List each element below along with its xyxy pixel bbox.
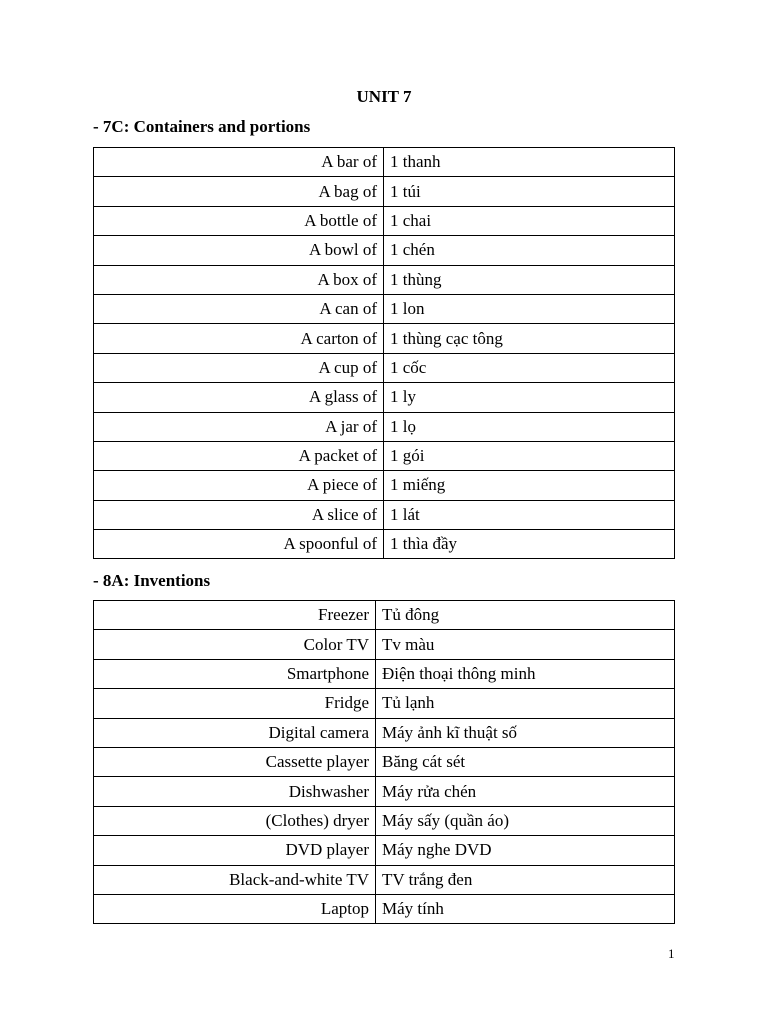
table-row xyxy=(94,324,675,353)
vietnamese-translation-cell: 1 thùng xyxy=(384,265,675,294)
vietnamese-translation-cell: 1 thìa đầy xyxy=(384,530,675,559)
section-heading-inventions: - 8A: Inventions xyxy=(93,571,211,590)
english-term-cell: Dishwasher xyxy=(94,777,376,806)
english-term-cell: (Clothes) dryer xyxy=(94,806,376,835)
english-term-cell: Black-and-white TV xyxy=(94,865,376,894)
table-row xyxy=(94,689,675,718)
vietnamese-translation-cell: 1 lát xyxy=(384,500,675,529)
english-term-cell: A slice of xyxy=(94,500,384,529)
table-row xyxy=(94,718,675,747)
english-term-cell: Cassette player xyxy=(94,747,376,776)
table-row xyxy=(94,806,675,835)
vietnamese-translation-cell: Máy nghe DVD xyxy=(376,836,675,865)
english-term-cell: A piece of xyxy=(94,471,384,500)
table-row xyxy=(94,236,675,265)
vietnamese-translation-cell: 1 chén xyxy=(384,236,675,265)
vietnamese-translation-cell: 1 cốc xyxy=(384,353,675,382)
table-row xyxy=(94,353,675,382)
english-term-cell: Color TV xyxy=(94,630,376,659)
english-term-cell: A box of xyxy=(94,265,384,294)
table-row xyxy=(94,500,675,529)
english-term-cell: Freezer xyxy=(94,601,376,630)
english-term-cell: Fridge xyxy=(94,689,376,718)
vietnamese-translation-cell: Máy tính xyxy=(376,894,675,923)
english-term-cell: A glass of xyxy=(94,383,384,412)
english-term-cell: A bag of xyxy=(94,177,384,206)
english-term-cell: A cup of xyxy=(94,353,384,382)
vietnamese-translation-cell: Tủ lạnh xyxy=(376,689,675,718)
english-term-cell: Smartphone xyxy=(94,659,376,688)
vocab-table-inventions xyxy=(93,600,675,924)
vietnamese-translation-cell: 1 lon xyxy=(384,294,675,323)
vietnamese-translation-cell: Máy ảnh kĩ thuật số xyxy=(376,718,675,747)
table-row xyxy=(94,383,675,412)
vietnamese-translation-cell: Máy rửa chén xyxy=(376,777,675,806)
vietnamese-translation-cell: Tủ đông xyxy=(376,601,675,630)
table-row xyxy=(94,148,675,177)
english-term-cell: A bowl of xyxy=(94,236,384,265)
table-row xyxy=(94,777,675,806)
table-row xyxy=(94,412,675,441)
section-heading-containers: - 7C: Containers and portions xyxy=(93,117,311,136)
english-term-cell: Digital camera xyxy=(94,718,376,747)
vietnamese-translation-cell: 1 thanh xyxy=(384,148,675,177)
table-row xyxy=(94,601,675,630)
vietnamese-translation-cell: 1 miếng xyxy=(384,471,675,500)
english-term-cell: DVD player xyxy=(94,836,376,865)
vietnamese-translation-cell: 1 túi xyxy=(384,177,675,206)
table-row xyxy=(94,265,675,294)
vietnamese-translation-cell: 1 thùng cạc tông xyxy=(384,324,675,353)
table-row xyxy=(94,747,675,776)
table-row xyxy=(94,294,675,323)
english-term-cell: A can of xyxy=(94,294,384,323)
table-row xyxy=(94,471,675,500)
english-term-cell: A spoonful of xyxy=(94,530,384,559)
vietnamese-translation-cell: Băng cát sét xyxy=(376,747,675,776)
vietnamese-translation-cell: Tv màu xyxy=(376,630,675,659)
vietnamese-translation-cell: 1 chai xyxy=(384,206,675,235)
table-row xyxy=(94,659,675,688)
vietnamese-translation-cell: 1 ly xyxy=(384,383,675,412)
table-row xyxy=(94,530,675,559)
table-row xyxy=(94,630,675,659)
table-row xyxy=(94,836,675,865)
table-row xyxy=(94,206,675,235)
table-row xyxy=(94,441,675,470)
table-row xyxy=(94,177,675,206)
vietnamese-translation-cell: Điện thoại thông minh xyxy=(376,659,675,688)
vietnamese-translation-cell: 1 lọ xyxy=(384,412,675,441)
vietnamese-translation-cell: 1 gói xyxy=(384,441,675,470)
vietnamese-translation-cell: Máy sấy (quần áo) xyxy=(376,806,675,835)
vietnamese-translation-cell: TV trắng đen xyxy=(376,865,675,894)
english-term-cell: A bottle of xyxy=(94,206,384,235)
page-number: 1 xyxy=(668,946,675,961)
table-row xyxy=(94,894,675,923)
english-term-cell: A packet of xyxy=(94,441,384,470)
english-term-cell: A jar of xyxy=(94,412,384,441)
english-term-cell: A carton of xyxy=(94,324,384,353)
page-title: UNIT 7 xyxy=(356,87,412,106)
english-term-cell: Laptop xyxy=(94,894,376,923)
vocab-table-containers xyxy=(93,147,675,559)
table-row xyxy=(94,865,675,894)
english-term-cell: A bar of xyxy=(94,148,384,177)
